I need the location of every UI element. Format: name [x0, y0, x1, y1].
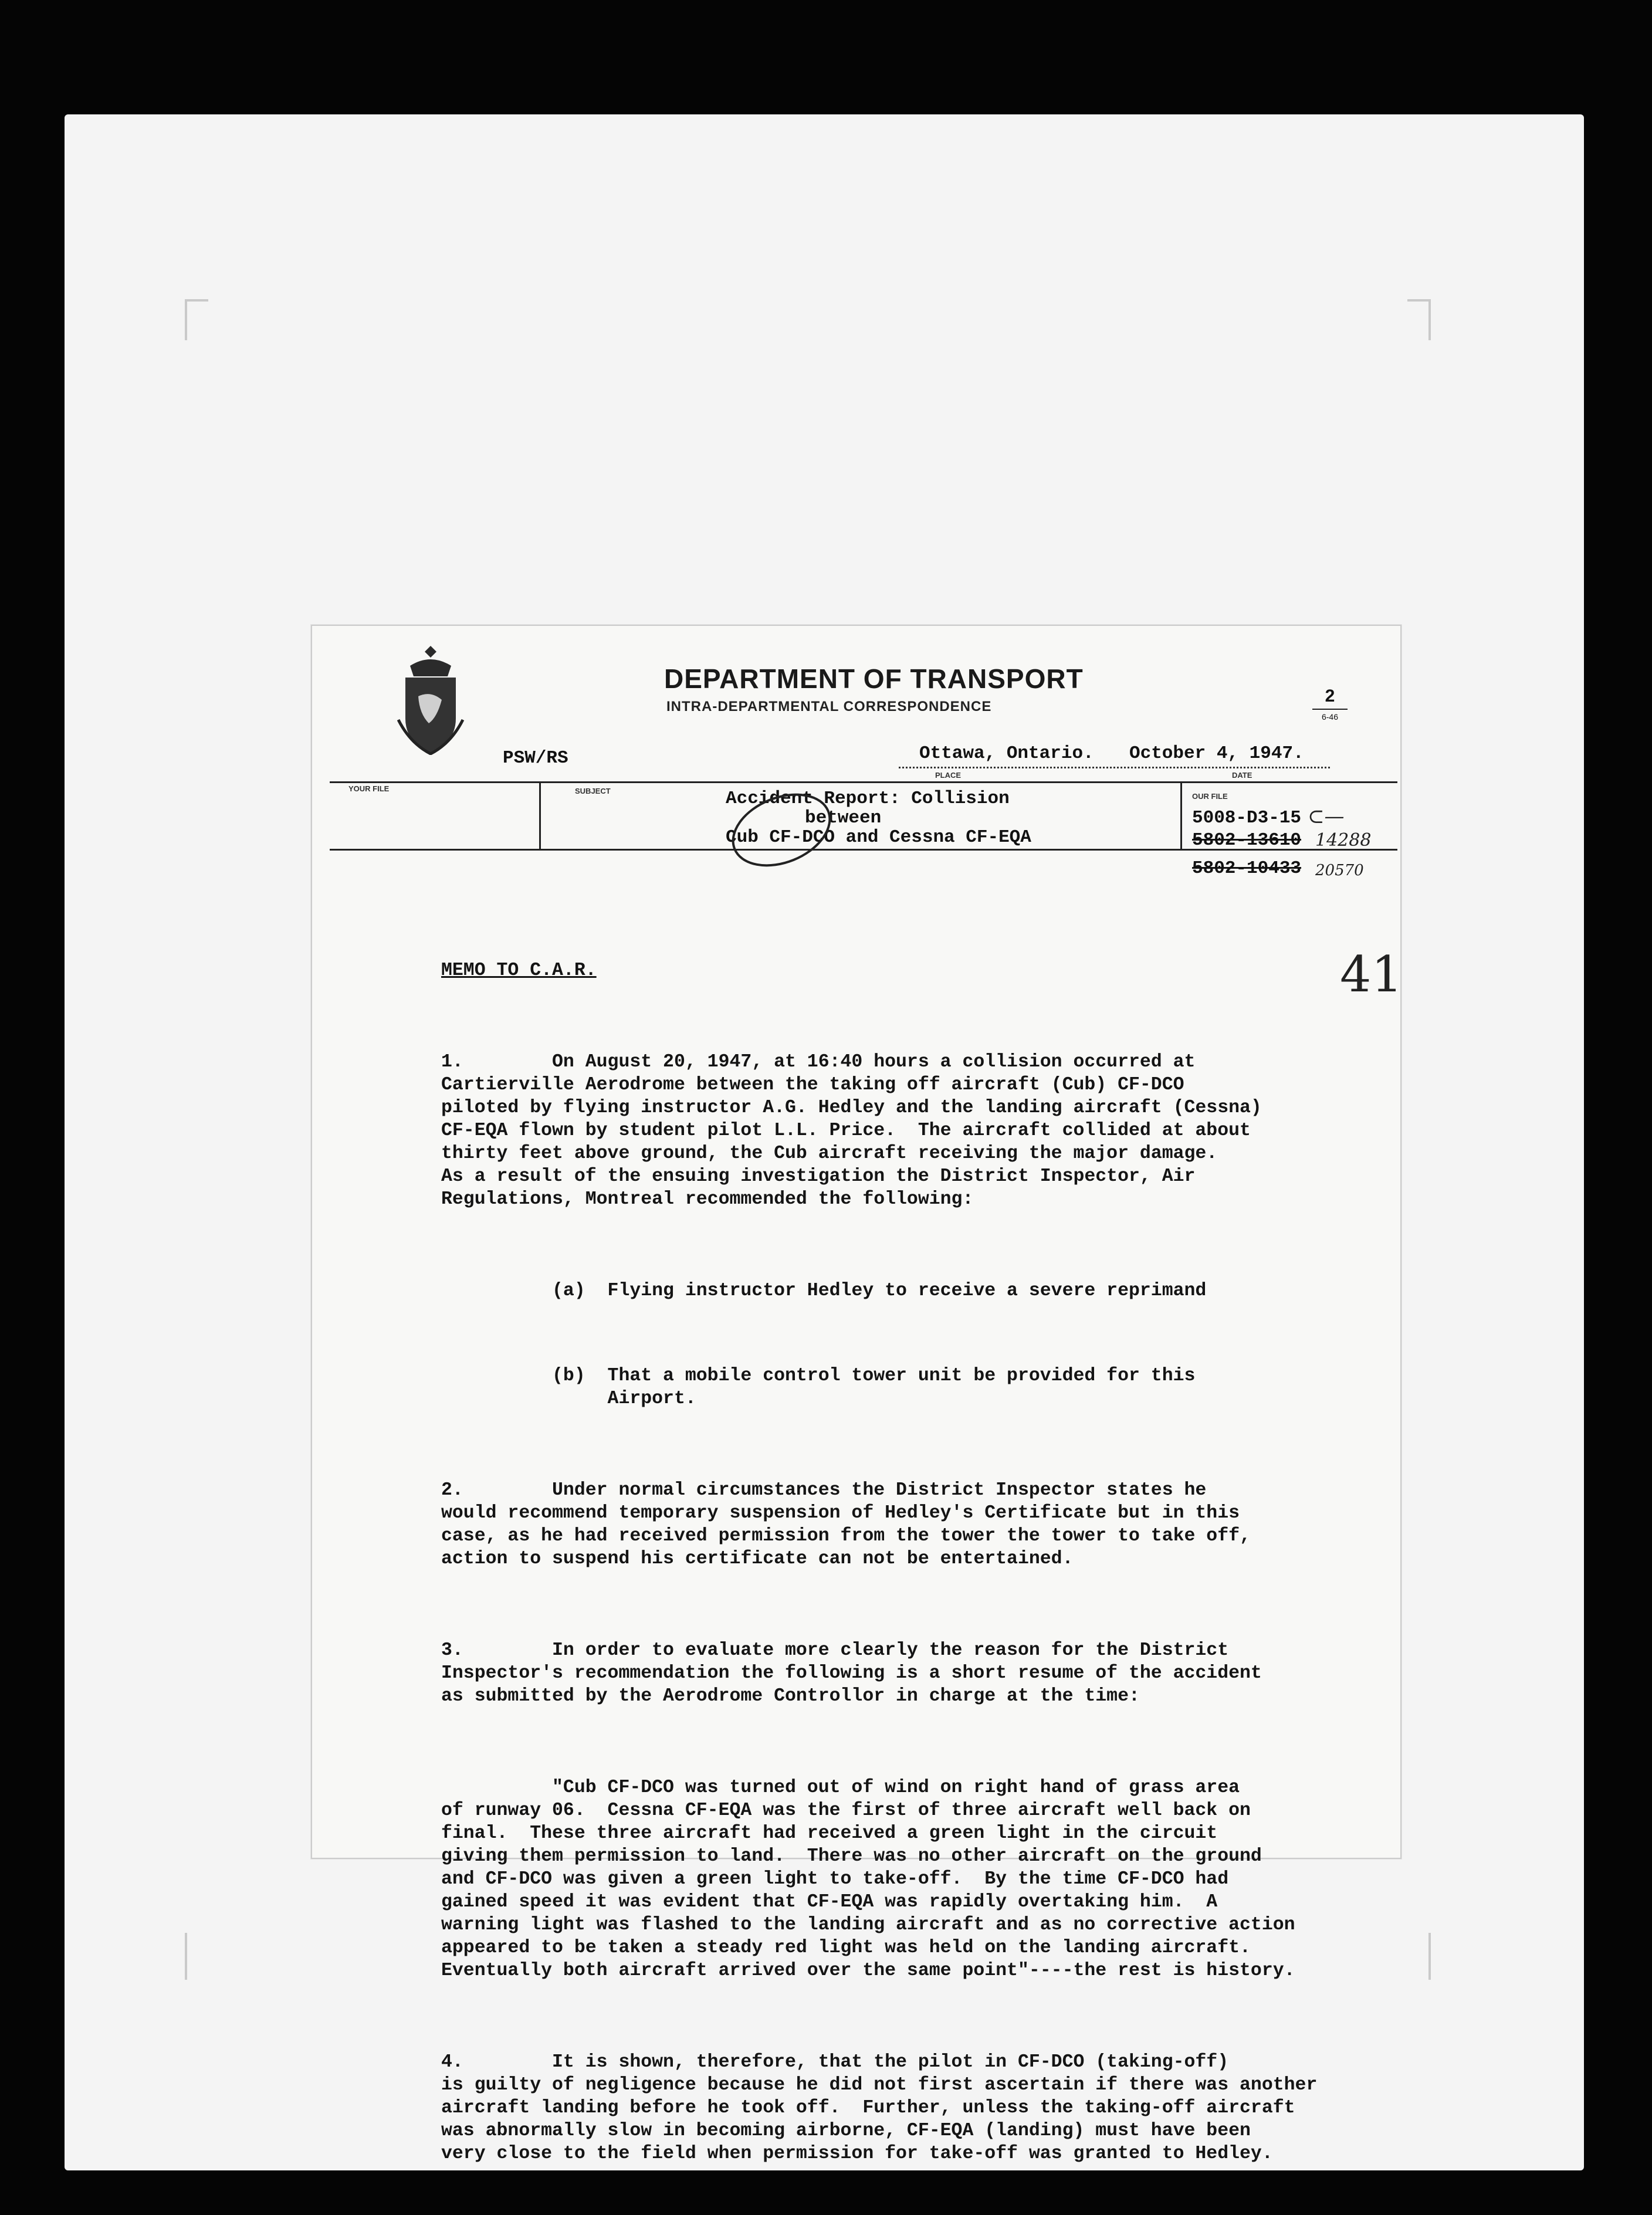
- form-number-date: 6-46: [1321, 712, 1339, 722]
- form-number: [1312, 686, 1348, 722]
- date: October 4, 1947.: [1129, 743, 1304, 764]
- memo-paragraph-3: 3. In order to evaluate more clearly the reason for the District Inspector's recommendation the following is a short resume of the accident as submitted by the Aerodrome Controllor in charge at the time:: [441, 1640, 1262, 1706]
- place: Ottawa, Ontario.: [919, 743, 1094, 764]
- your-file-caption: YOUR FILE: [348, 784, 390, 793]
- our-file-number: 5802-13610: [1192, 830, 1302, 851]
- subject-line: Accident Report: Collision: [726, 788, 1010, 809]
- corner-mark: [1407, 299, 1431, 302]
- our-file-number: 5008-D3-15: [1192, 808, 1302, 828]
- corner-mark: [185, 299, 187, 340]
- form-number-value: 2: [1312, 686, 1348, 710]
- our-file-handwritten: 20570: [1315, 862, 1364, 879]
- memo-sheet: [311, 625, 1403, 2164]
- department-title: DEPARTMENT OF TRANSPORT: [664, 663, 1084, 694]
- memo-paragraph-4: 4. It is shown, therefore, that the pilot in CF-DCO (taking-off) is guilty of negligence because he did not first ascertain if there was another aircraft landing before he took off. Further, unless the taking-off aircraft was abnormally slow in becoming airborne, CF-EQA (landing) must have been very close to the field when permission for take-off was granted to Hedley.: [441, 2052, 1318, 2164]
- corner-mark: [1428, 1933, 1431, 1980]
- memo-item-a: (a) Flying instructor Hedley to receive a severe reprimand: [441, 1281, 1207, 1301]
- initials: PSW/RS: [503, 748, 568, 768]
- subject-caption: SUBJECT: [575, 787, 611, 795]
- field-top-rule: [330, 781, 1397, 783]
- date-caption: DATE: [1232, 771, 1252, 780]
- memo-heading: MEMO TO C.A.R.: [441, 960, 597, 981]
- memo-body: [441, 913, 1356, 2211]
- handwritten-circle: [726, 790, 837, 869]
- place-caption: PLACE: [935, 771, 962, 780]
- subject-line: Cub CF-DCO and Cessna CF-EQA: [726, 827, 1031, 848]
- corner-mark: [1428, 299, 1431, 340]
- subject-line: between: [805, 808, 882, 828]
- memo-item-b: (b) That a mobile control tower unit be provided for this Airport.: [552, 1366, 1196, 1409]
- field-divider: [1180, 781, 1182, 851]
- corner-mark: [185, 1933, 187, 1980]
- department-subheading: INTRA-DEPARTMENTAL CORRESPONDENCE: [666, 699, 992, 714]
- coat-of-arms-icon: [397, 643, 465, 755]
- field-divider: [539, 781, 541, 851]
- place-date-line: [899, 767, 1330, 768]
- memo-paragraph-2: 2. Under normal circumstances the District Inspector states he would recommend temporary suspension of Hedley's Certificate but in this case, as he had received permission from the tower the tower to take off, action to suspend his certificate can not be entertained.: [441, 1480, 1251, 1569]
- memo-paragraph-1: 1. On August 20, 1947, at 16:40 hours a collision occurred at Cartierville Aerodrome between the taking off aircraft (Cub) CF-DCO piloted by flying instructor A.G. Hedley and the landing aircraft (Cessna) CF-EQA flown by student pilot L.L. Price. The aircraft collided at about thirty feet above ground, the Cub aircraft receiving the major damage. As a result of the ensuing investigation the District Inspector, Air Regulations, Montreal recommended the following:: [441, 1052, 1262, 1210]
- corner-mark: [185, 299, 208, 302]
- memo-quote: "Cub CF-DCO was turned out of wind on right hand of grass area of runway 06. Cessna CF-EQA was the first of three aircraft well back on final. These three aircraft had received a green light in the circuit giving them permission to land. There was no other aircraft on the ground and CF-DCO was given a green light to take-off. By the time CF-DCO had gained speed it was evident that CF-EQA was rapidly overtaking him. A warning light was flashed to the landing aircraft and as no corrective action appeared to be taken a steady red light was held on the landing aircraft. Eventually both aircraft arrived over the same point"----the rest is history.: [441, 1777, 1295, 1981]
- our-file-caption: OUR FILE: [1192, 792, 1228, 801]
- our-file-handwritten: 14288: [1315, 830, 1372, 851]
- page-number-annotation: 41: [1340, 946, 1403, 1003]
- our-file-number: 5802-10433: [1192, 858, 1302, 879]
- our-file-tick: ⊂—: [1308, 805, 1345, 828]
